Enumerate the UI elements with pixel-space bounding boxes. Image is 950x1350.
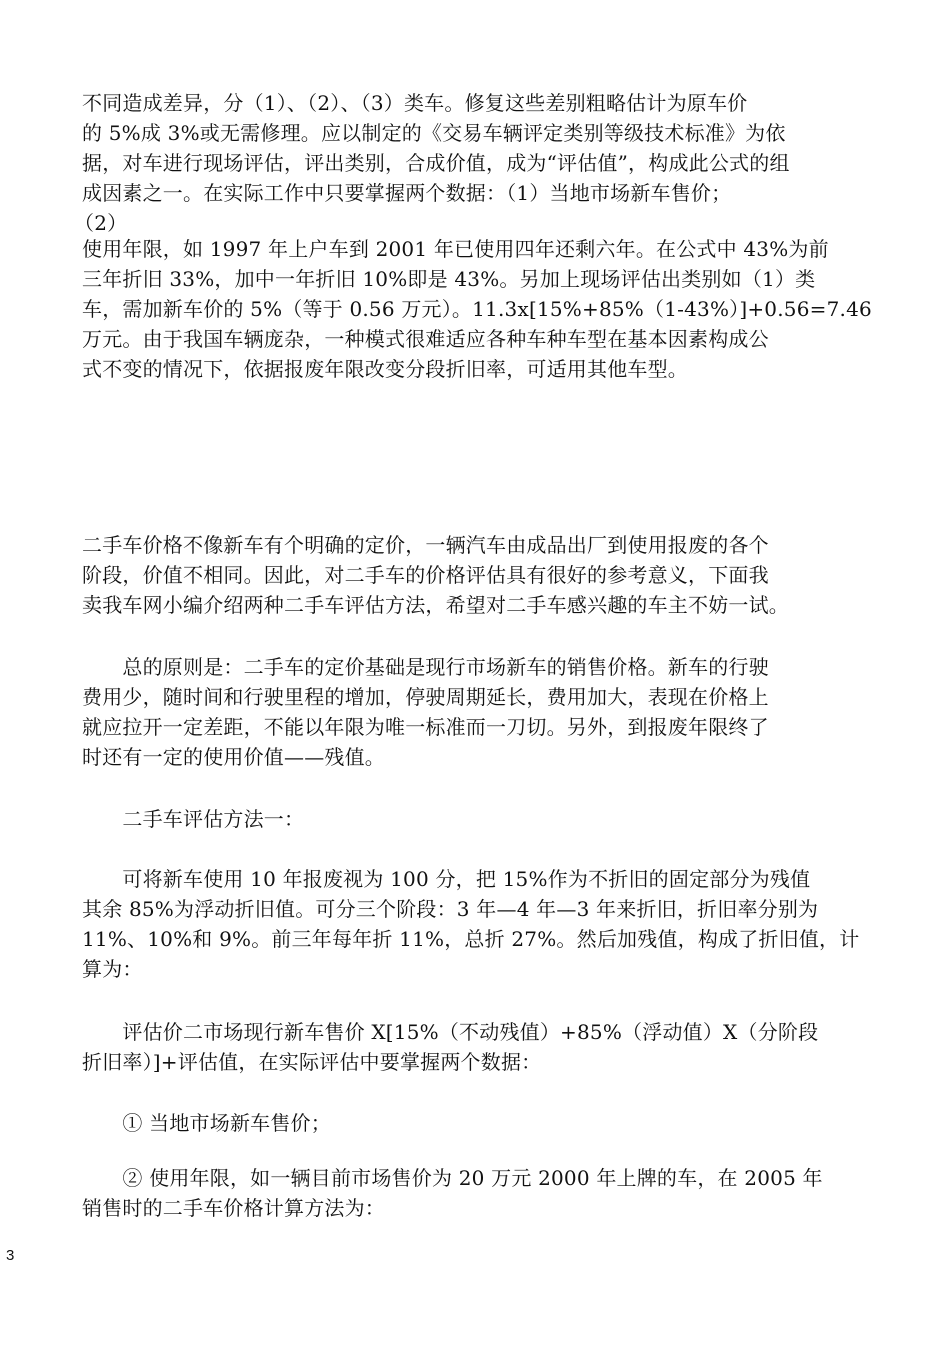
text-line: 其余 85%为浮动折旧值。可分三个阶段：3 年—4 年—3 年来折旧，折旧率分别为 xyxy=(82,897,819,921)
method-heading xyxy=(82,804,882,834)
text-line: （2） xyxy=(74,211,128,235)
text-line: 二手车评估方法一： xyxy=(82,807,305,831)
text-line: 据，对车进行现场评估，评出类别，合成价值，成为“评估值”，构成此公式的组 xyxy=(82,151,790,175)
text-line: 阶段，价值不相同。因此，对二手车的价格评估具有很好的参考意义，下面我 xyxy=(82,563,769,587)
intro-paragraph xyxy=(82,530,882,620)
formula-paragraph xyxy=(82,1017,882,1077)
text-line: 成因素之一。在实际工作中只要掌握两个数据：（1）当地市场新车售价； xyxy=(82,181,732,205)
text-line: 万元。由于我国车辆庞杂，一种模式很难适应各种车种车型在基本因素构成公 xyxy=(82,327,769,351)
text-line: 算为： xyxy=(82,957,143,981)
text-line: 的 5%成 3%或无需修理。应以制定的《交易车辆评定类别等级技术标准》为依 xyxy=(82,121,786,145)
page-number: 3 xyxy=(6,1247,15,1264)
method-description xyxy=(82,864,882,984)
text-line: 时还有一定的使用价值——残值。 xyxy=(82,745,385,769)
text-line: 车，需加新车价的 5%（等于 0.56 万元）。11.3x[15%+85%（1-43%）]+0.56=7.46 xyxy=(82,297,872,321)
text-line: 评估价二市场现行新车售价 X[15%（不动残值）+85%（浮动值）X（分阶段 xyxy=(82,1020,819,1044)
text-line: 总的原则是：二手车的定价基础是现行市场新车的销售价格。新车的行驶 xyxy=(82,655,769,679)
text-line: 不同造成差异，分（1）、（2）、（3）类车。修复这些差别粗略估计为原车价 xyxy=(82,91,748,115)
text-line: ② 使用年限，如一辆目前市场售价为 20 万元 2000 年上牌的车，在 2005 年 xyxy=(82,1166,823,1190)
text-line: 使用年限，如 1997 年上户车到 2001 年已使用四年还剩六年。在公式中 43%为前 xyxy=(82,237,829,261)
text-line: 式不变的情况下，依据报废年限改变分段折旧率，可适用其他车型。 xyxy=(82,357,688,381)
list-item-2 xyxy=(82,1163,882,1223)
text-line: 销售时的二手车价格计算方法为： xyxy=(82,1196,385,1220)
text-line: 11%、10%和 9%。前三年每年折 11%，总折 27%。然后加残值，构成了折旧值，计 xyxy=(82,927,860,951)
text-line: 就应拉开一定差距，不能以年限为唯一标准而一刀切。另外，到报废年限终了 xyxy=(82,715,769,739)
text-line: 折旧率）]+评估值，在实际评估中要掌握两个数据： xyxy=(82,1050,542,1074)
text-line: 费用少，随时间和行驶里程的增加，停驶周期延长，费用加大，表现在价格上 xyxy=(82,685,769,709)
top-text-block xyxy=(74,88,882,384)
text-line: ① 当地市场新车售价； xyxy=(82,1111,331,1135)
text-line: 可将新车使用 10 年报废视为 100 分，把 15%作为不折旧的固定部分为残值 xyxy=(82,867,811,891)
text-line: 卖我车网小编介绍两种二手车评估方法，希望对二手车感兴趣的车主不妨一试。 xyxy=(82,593,789,617)
principle-paragraph xyxy=(82,652,882,772)
list-item-1 xyxy=(82,1108,882,1138)
text-line: 三年折旧 33%，加中一年折旧 10%即是 43%。另加上现场评估出类别如（1）类 xyxy=(82,267,816,291)
text-line: 二手车价格不像新车有个明确的定价，一辆汽车由成品出厂到使用报废的各个 xyxy=(82,533,769,557)
